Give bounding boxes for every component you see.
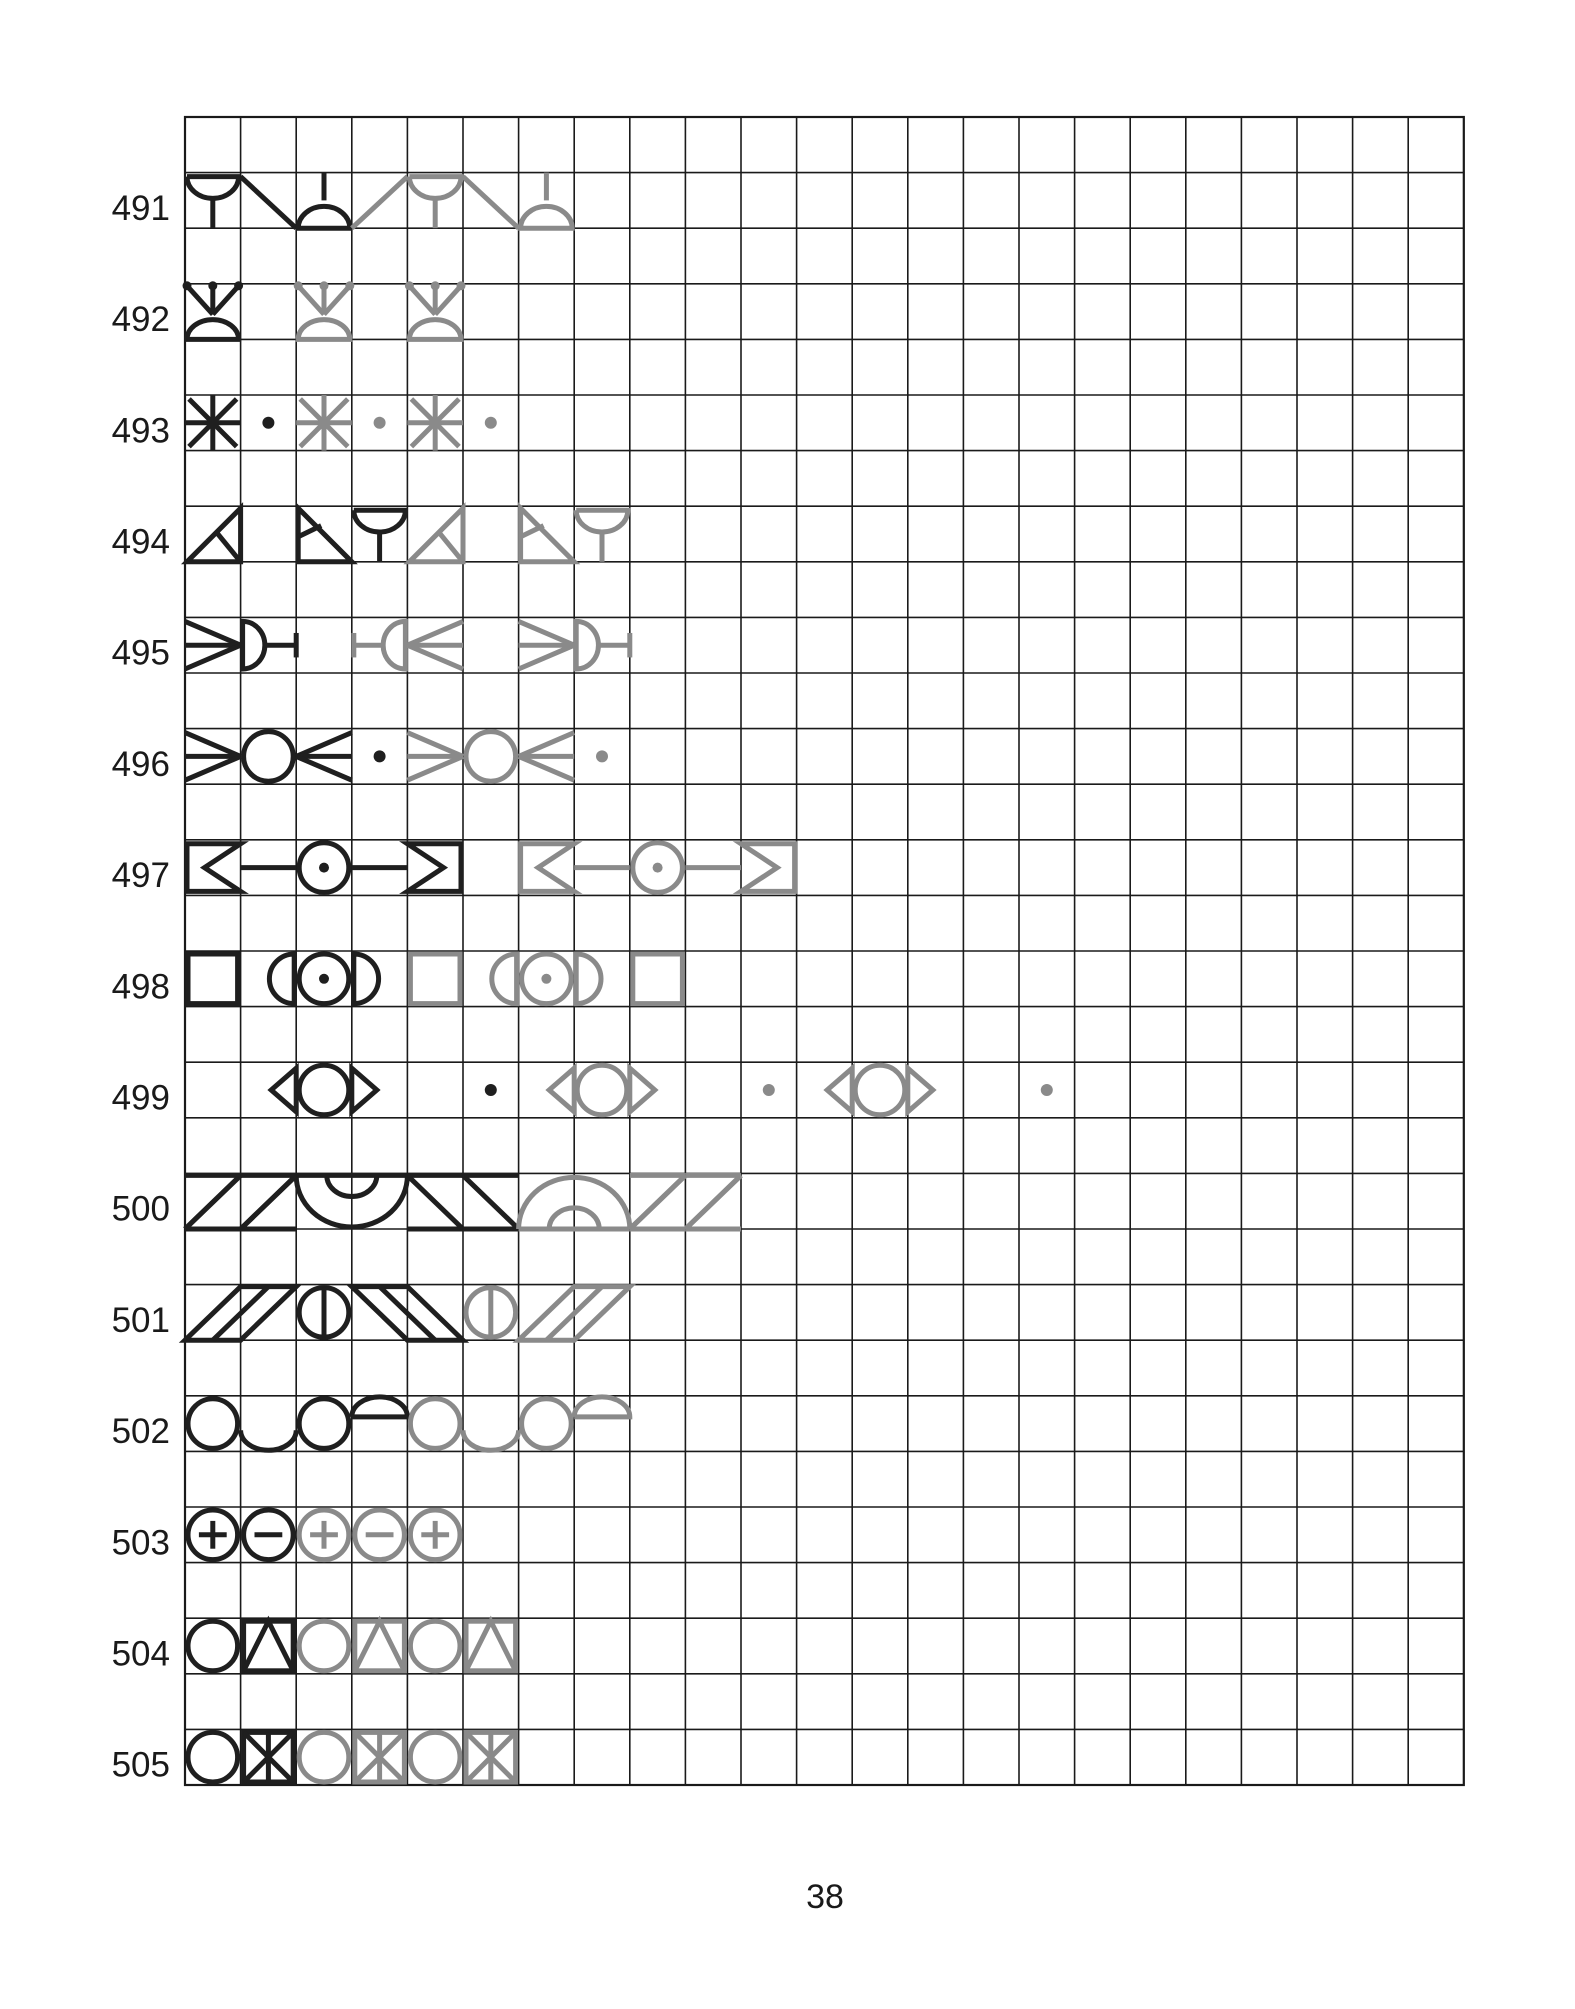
row-labels	[112, 189, 170, 1785]
dot-icon	[763, 1084, 775, 1096]
arrow-left-icon	[519, 733, 575, 781]
row-label: 498	[111, 967, 170, 1007]
dotted-circle-icon	[633, 843, 683, 893]
row-label: 501	[111, 1300, 170, 1340]
chevron-circle-icon	[549, 1065, 655, 1115]
arrow-right-icon	[407, 733, 463, 781]
plus-circle-icon	[299, 1510, 349, 1560]
minus-circle-icon	[244, 1510, 294, 1560]
circle-icon	[522, 1399, 572, 1449]
boxed-triangle-icon	[355, 1621, 405, 1671]
row-label: 492	[111, 300, 170, 340]
circle-icon	[410, 1399, 460, 1449]
row-label: 496	[111, 744, 170, 784]
half-right-icon	[354, 954, 379, 1004]
trident-dome-icon	[183, 281, 244, 339]
boxed-triangle-icon	[466, 1621, 516, 1671]
triangle-left-split-icon	[187, 508, 241, 562]
row-label: 495	[111, 633, 170, 673]
cup-stem-icon	[576, 510, 628, 562]
circle-icon	[299, 1732, 349, 1782]
trident-dome-icon	[405, 281, 466, 339]
cup	[409, 177, 461, 199]
cup	[576, 510, 628, 532]
boxed-hourglass-icon	[355, 1732, 405, 1782]
row-label: 497	[111, 856, 170, 896]
slash-right-icon	[241, 1175, 297, 1229]
circle-icon	[299, 1399, 349, 1449]
half-up-icon	[574, 1397, 630, 1417]
bowtie-left-icon	[187, 844, 241, 892]
square-icon	[410, 954, 460, 1004]
arrow-right-icon	[185, 733, 241, 781]
diag-down-icon	[463, 177, 519, 229]
row-label: 504	[111, 1634, 170, 1674]
d-stem-right-icon	[576, 621, 630, 669]
half-up-icon	[352, 1397, 408, 1417]
half-left-icon	[492, 954, 517, 1004]
page-number: 38	[806, 1878, 844, 1916]
dotted-circle-icon	[522, 954, 572, 1004]
trident-dome-icon	[294, 281, 355, 339]
circle-icon	[410, 1732, 460, 1782]
dotted-circle-icon	[299, 954, 349, 1004]
circle-icon	[188, 1621, 238, 1671]
circle-icon	[299, 1621, 349, 1671]
half-right-icon	[576, 954, 601, 1004]
row-label: 502	[111, 1412, 170, 1452]
triangle-right-split-icon	[298, 508, 352, 562]
boxed-hourglass-icon	[466, 1732, 516, 1782]
slash-right-icon	[185, 1175, 241, 1229]
dome-stem-icon	[521, 173, 573, 229]
square-icon	[633, 954, 683, 1004]
diag-up-icon	[352, 177, 408, 229]
cup-stem-icon	[187, 177, 239, 229]
asterisk-icon	[296, 395, 352, 451]
dot-icon	[596, 750, 608, 762]
row-label: 494	[111, 522, 170, 562]
circle-icon	[410, 1621, 460, 1671]
row-label: 500	[111, 1189, 170, 1229]
cup	[187, 177, 239, 199]
circle-icon	[188, 1732, 238, 1782]
triangle-left-split-icon	[409, 508, 463, 562]
dot-icon	[485, 417, 497, 429]
slash-left-icon	[407, 1175, 463, 1229]
plus-circle-icon	[188, 1510, 238, 1560]
cup-stem-icon	[354, 510, 406, 562]
half-down-icon	[463, 1430, 519, 1450]
row-label: 505	[111, 1745, 170, 1785]
chevron-circle-icon	[271, 1065, 377, 1115]
dot-icon	[485, 1084, 497, 1096]
row-label: 499	[111, 1078, 170, 1118]
square-icon	[188, 954, 238, 1004]
bowtie-right-icon	[741, 844, 795, 892]
chevron-circle-icon	[827, 1065, 933, 1115]
plus-circle-icon	[410, 1510, 460, 1560]
boxed-triangle-icon	[244, 1621, 294, 1671]
pattern-glyphs	[183, 173, 1053, 1782]
dot-icon	[262, 417, 274, 429]
dot-icon	[374, 750, 386, 762]
arrow-left-icon	[296, 733, 352, 781]
cup	[354, 510, 406, 532]
bowtie-left-icon	[521, 844, 575, 892]
d-stem-left-icon	[352, 621, 406, 669]
row-label: 503	[111, 1523, 170, 1563]
bowtie-right-icon	[407, 844, 461, 892]
boxed-hourglass-icon	[244, 1732, 294, 1782]
slash-right-icon	[630, 1175, 686, 1229]
d-stem-right-icon	[243, 621, 297, 669]
slash-left-icon	[463, 1175, 519, 1229]
circle-icon	[466, 732, 516, 782]
half-down-icon	[241, 1430, 297, 1450]
slash-right-icon	[685, 1175, 741, 1229]
split-circle-icon	[466, 1288, 516, 1338]
diag-down-icon	[241, 177, 297, 229]
triangle-right-split-icon	[521, 508, 575, 562]
dotted-circle-icon	[299, 843, 349, 893]
arrow-right-icon	[185, 621, 241, 669]
row-label: 491	[111, 188, 170, 228]
half-left-icon	[269, 954, 294, 1004]
circle-icon	[244, 732, 294, 782]
arrow-left-icon	[407, 621, 463, 669]
asterisk-icon	[185, 395, 241, 451]
row-label: 493	[111, 411, 170, 451]
arrow-right-icon	[519, 621, 575, 669]
circle-icon	[188, 1399, 238, 1449]
minus-circle-icon	[355, 1510, 405, 1560]
split-circle-icon	[299, 1288, 349, 1338]
dot-icon	[374, 417, 386, 429]
dot-icon	[1041, 1084, 1053, 1096]
dome-stem-icon	[298, 173, 350, 229]
asterisk-icon	[407, 395, 463, 451]
cup-stem-icon	[409, 177, 461, 229]
